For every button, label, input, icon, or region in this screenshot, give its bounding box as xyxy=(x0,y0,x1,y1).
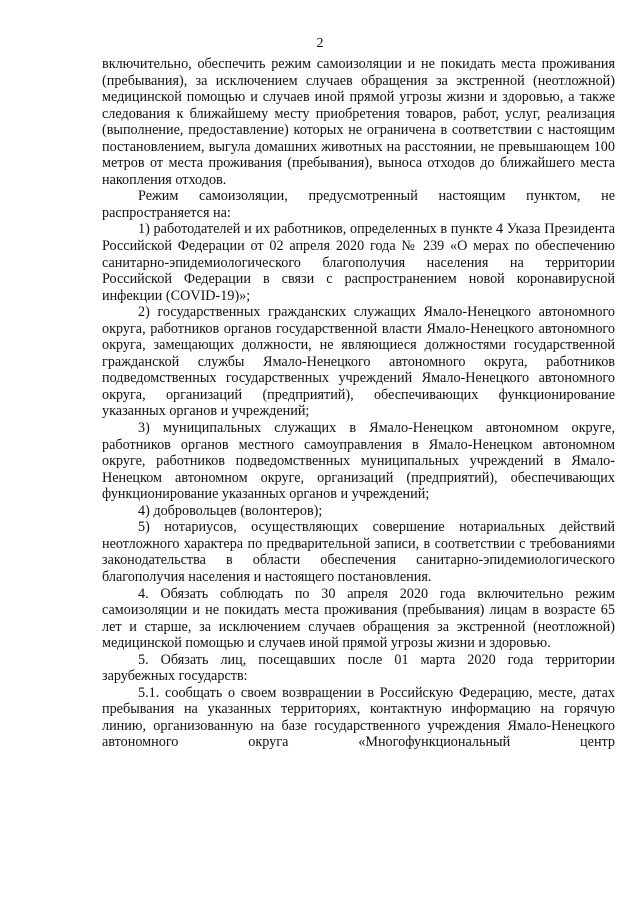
paragraph-clause-5-1: 5.1. сообщать о своем возвращении в Российскую Федерацию, месте, датах пребывания на указанных территориях, контактную информацию на горячую линию, организованную на базе государственного учреждения Ямало-Ненецкого автономного округа «Многофункциональный центр xyxy=(102,684,615,751)
paragraph-continuation: включительно, обеспечить режим самоизоляции и не покидать места проживания (пребывания), за исключением случаев обращения за экстренной (неотложной) медицинской помощью и случаев иной прямой угрозы жизни и здоровью, а также следования к ближайшему месту приобретения товаров, работ, услуг, реализация (выполнение, предоставление) которых не ограничена в соответствии с настоящим постановлением, выгула домашних животных на расстоянии, не превышающем 100 метров от места проживания (пребывания), выноса отходов до ближайшего места накопления отходов. xyxy=(102,56,615,188)
paragraph-item-1: 1) работодателей и их работников, определенных в пункте 4 Указа Президента Российской Федерации от 02 апреля 2020 года № 239 «О мерах по обеспечению санитарно-эпидемиологического благополучия населения на территории Российской Федерации в связи с распространением новой коронавирусной инфекции (COVID-19)»; xyxy=(102,221,615,304)
paragraph-clause-5: 5. Обязать лиц, посещавших после 01 марта 2020 года территории зарубежных государств: xyxy=(102,651,615,685)
paragraph-item-2: 2) государственных гражданских служащих Ямало-Ненецкого автономного округа, работников органов государственной власти Ямало-Ненецкого автономного округа, замещающих должности, не являющиеся должностями государственной гражданской службы Ямало-Ненецкого автономного округа, работников подведомственных государственных учреждений Ямало-Ненецкого автономного округа, организаций (предприятий), обеспечивающих функционирование указанных органов и учреждений; xyxy=(102,304,615,420)
paragraph-item-5: 5) нотариусов, осуществляющих совершение нотариальных действий неотложного характера по предварительной записи, в соответствии с требованиями законодательства в области обеспечения санитарно-эпидемиологического благополучия населения и настоящего постановления. xyxy=(102,519,615,585)
paragraph-item-4: 4) добровольцев (волонтеров); xyxy=(138,502,323,519)
paragraph-item-3: 3) муниципальных служащих в Ямало-Ненецком автономном округе, работников органов местного самоуправления в Ямало-Ненецком автономном округе, работников подведомственных муниципальных учреждений в Ямало-Ненецком автономном округе, организаций (предприятий), обеспечивающих функционирование указанных органов и учреждений; xyxy=(102,420,615,503)
document-body xyxy=(102,56,615,751)
paragraph-self-isolation-exceptions: Режим самоизоляции, предусмотренный настоящим пунктом, не распространяется на: xyxy=(102,188,615,221)
page-number: 2 xyxy=(316,36,324,51)
paragraph-clause-4: 4. Обязать соблюдать по 30 апреля 2020 года включительно режим самоизоляции и не покидать места проживания (пребывания) лицам в возрасте 65 лет и старше, за исключением случаев обращения за экстренной (неотложной) медицинской помощью и случаев иной прямой угрозы жизни и здоровью. xyxy=(102,585,615,652)
